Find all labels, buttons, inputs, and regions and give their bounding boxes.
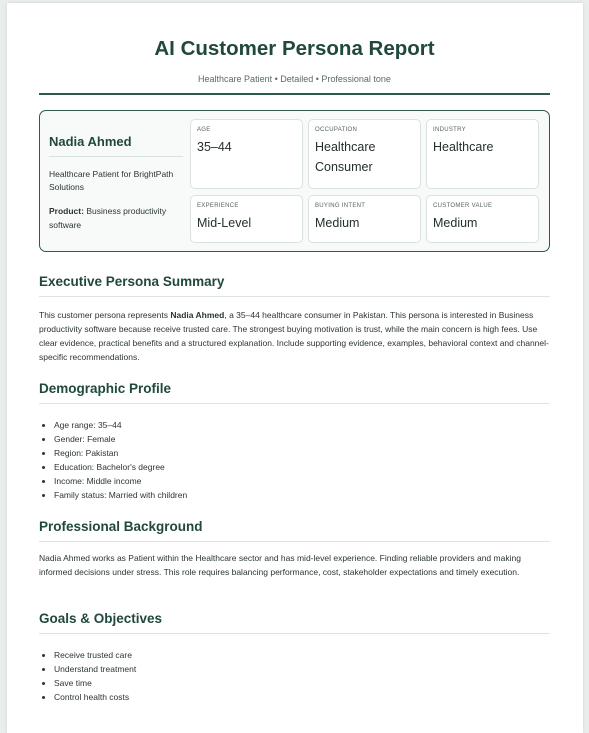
attribute-card-age: [190, 119, 303, 189]
summary-text-start: This customer persona represents: [39, 310, 171, 320]
report-subtitle: Healthcare Patient • Detailed • Professional tone: [198, 74, 391, 84]
attribute-value: Healthcare: [433, 140, 494, 154]
persona-profile-card: [39, 110, 550, 252]
summary-persona-name: Nadia Ahmed: [170, 310, 225, 320]
list-item: • Region: Pakistan: [54, 446, 550, 460]
professional-background-section: [39, 519, 550, 579]
professional-background-text: Nadia Ahmed works as Patient within the Healthcare sector and has mid-level experience. Finding reliable providers and making informed decisions under stress. This role requires balancing performance, cost, stakeholder expectations and timely execution.: [39, 553, 521, 577]
attribute-card-experience: [190, 195, 303, 243]
demographic-list: [39, 418, 550, 502]
section-heading: Goals & Objectives: [39, 611, 550, 634]
attribute-label: CUSTOMER VALUE: [433, 203, 493, 209]
persona-identity: [49, 134, 183, 232]
attribute-value: Medium: [433, 216, 478, 230]
attribute-value: 35–44: [197, 140, 232, 154]
attribute-card-customer-value: [426, 195, 539, 243]
list-item: • Family status: Married with children: [54, 488, 550, 502]
section-heading: Professional Background: [39, 519, 550, 542]
attribute-label: OCCUPATION: [315, 127, 358, 133]
attribute-label: INDUSTRY: [433, 127, 466, 133]
persona-name: Nadia Ahmed: [49, 134, 183, 157]
list-item: • Education: Bachelor's degree: [54, 460, 550, 474]
attribute-label: EXPERIENCE: [197, 203, 239, 209]
attribute-value: Mid-Level: [197, 216, 252, 230]
summary-text-end: , a 35–44 healthcare consumer in Pakistan. This persona is interested in Business productivity software because receive trusted care. The strongest buying motivation is trust, while the main concern is high fees. Use clear evidence, practical benefits and a structured explanation. Include supporting evidence, examples, behavioral context and channel-specific recommendations.: [39, 310, 549, 362]
product-value: Business productivity software: [49, 206, 167, 230]
attribute-value: Healthcare Consumer: [315, 140, 376, 174]
persona-product: [49, 204, 183, 232]
persona-role: Healthcare Patient for BrightPath Solutions: [49, 169, 174, 192]
title-divider: [39, 93, 550, 95]
attribute-card-buying-intent: [308, 195, 421, 243]
executive-summary-section: [39, 274, 550, 364]
list-item: • Income: Middle income: [54, 474, 550, 488]
report-title: AI Customer Persona Report: [154, 37, 435, 60]
attribute-card-occupation: [308, 119, 421, 189]
report-page: [7, 3, 583, 733]
report-content: [39, 3, 550, 702]
section-heading: Executive Persona Summary: [39, 274, 550, 297]
demographic-section: [39, 381, 550, 502]
executive-summary-text: [39, 308, 550, 364]
attribute-card-industry: [426, 119, 539, 189]
attribute-value: Medium: [315, 216, 360, 230]
list-item: • Receive trusted care: [54, 648, 550, 662]
list-item: • Understand treatment: [54, 662, 550, 676]
goals-section: [39, 611, 550, 704]
section-heading: Demographic Profile: [39, 381, 550, 404]
attribute-label: BUYING INTENT: [315, 203, 366, 209]
list-item: • Save time: [54, 676, 550, 690]
goals-list: [39, 648, 550, 704]
list-item: • Control health costs: [54, 690, 550, 704]
list-item: • Gender: Female: [54, 432, 550, 446]
list-item: • Age range: 35–44: [54, 418, 550, 432]
attribute-label: AGE: [197, 127, 211, 133]
product-label: Product:: [49, 206, 84, 216]
